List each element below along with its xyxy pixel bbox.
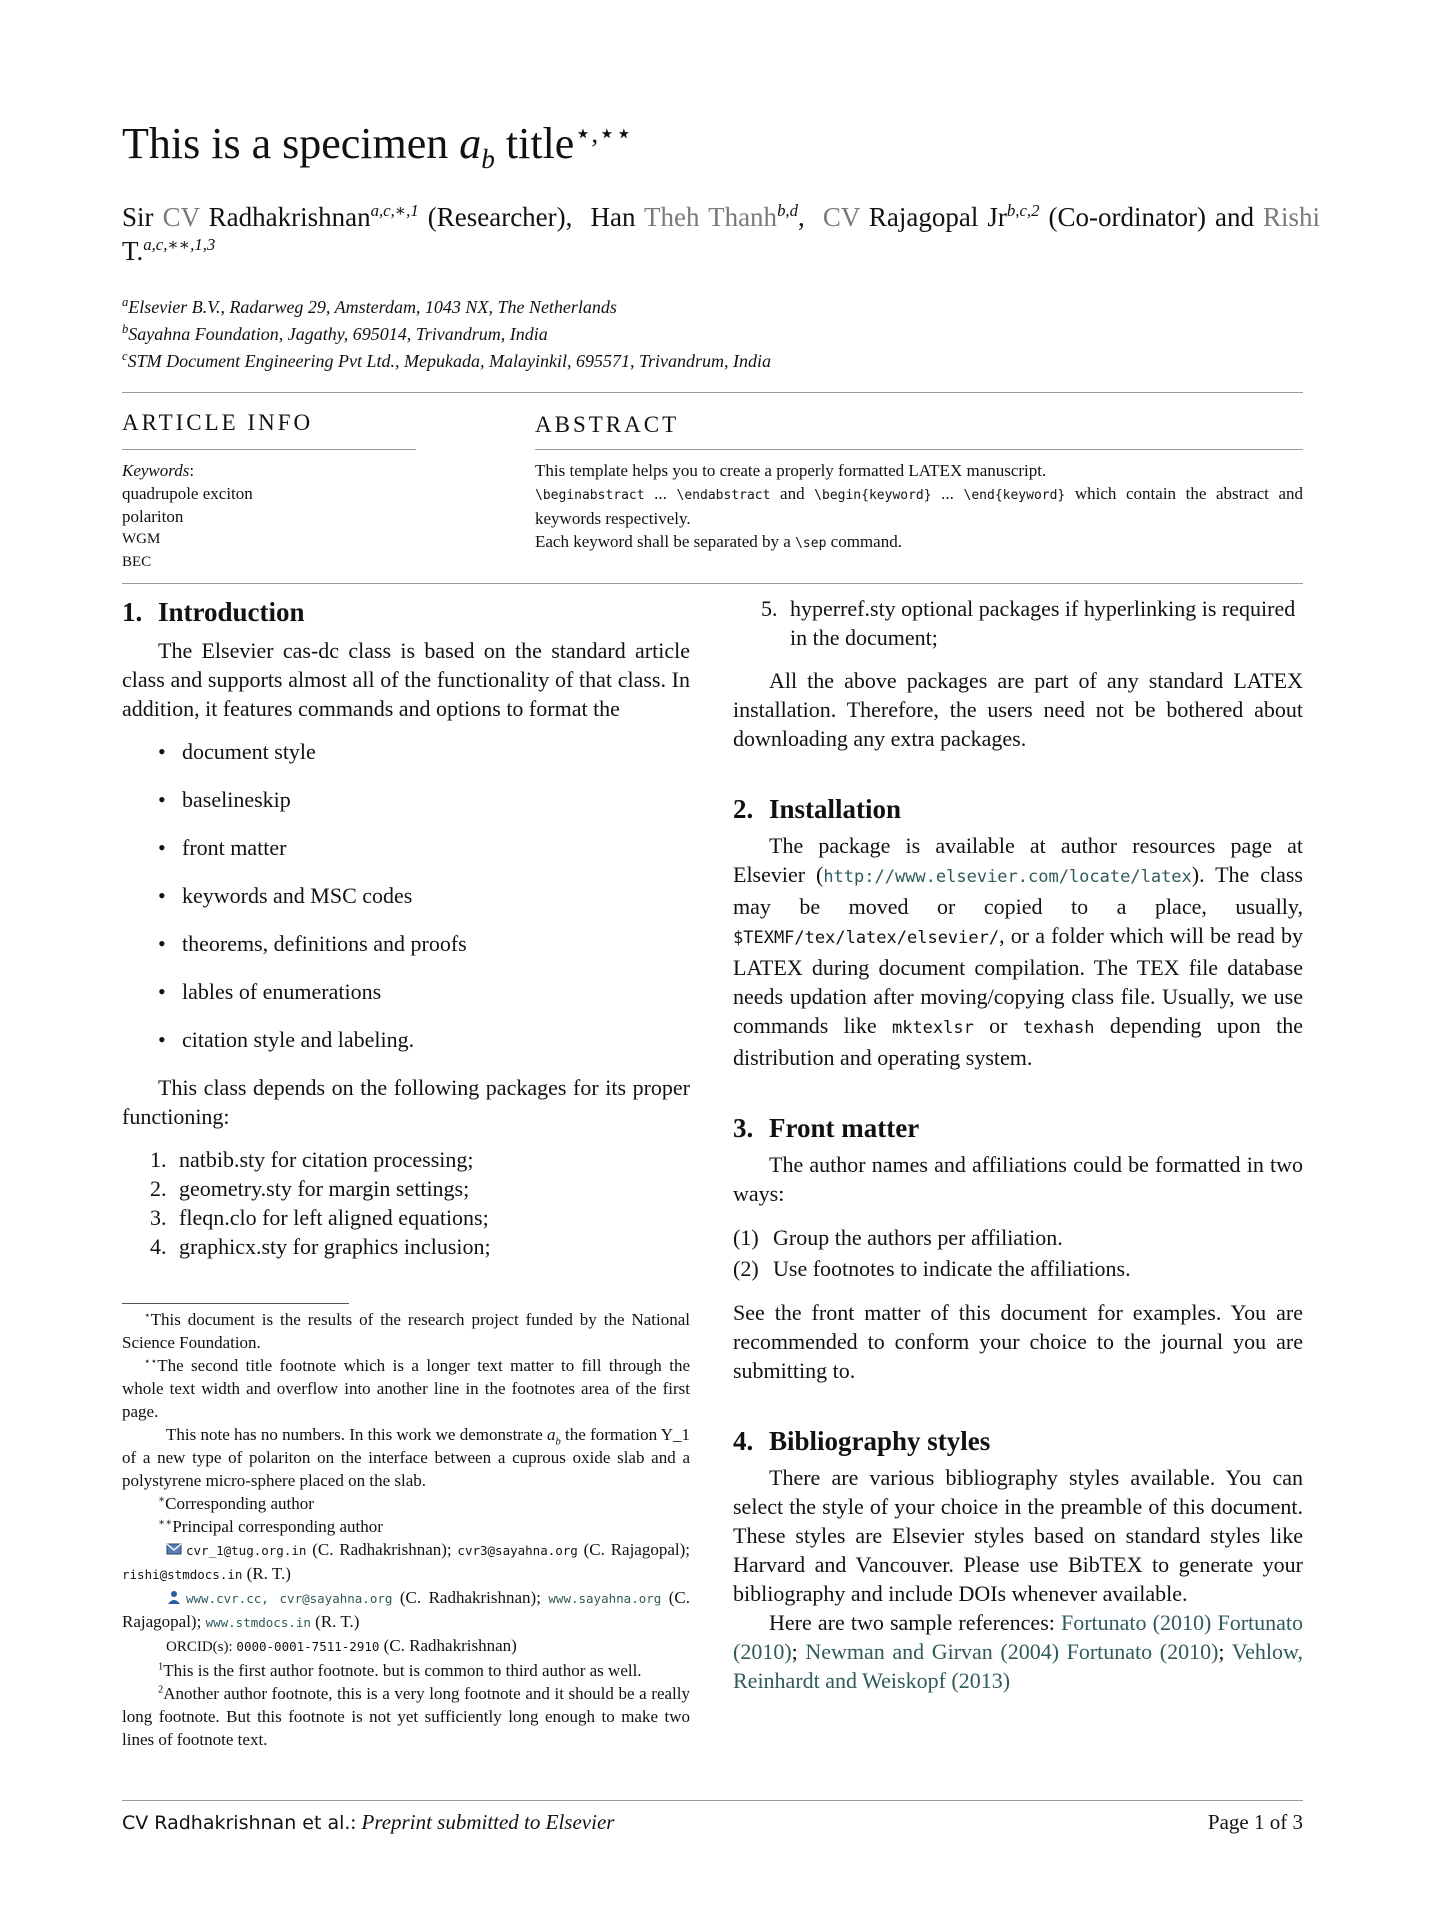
email-link[interactable]: cvr3@sayahna.org bbox=[457, 1543, 578, 1558]
citation-link[interactable]: Fortunato (2010) bbox=[1060, 1610, 1212, 1635]
list-item: 4. graphicx.sty for graphics inclusion; bbox=[150, 1234, 491, 1259]
affiliation: $^b$Sayahna Foundation, Jagathy, 695014, Trivandrum, India bbox=[122, 322, 548, 344]
affiliation: $^c$STM Document Engineering Pvt Ltd., Mepukada, Malayinkil, 695571, Trivandrum, India bbox=[122, 349, 772, 371]
person-icon bbox=[166, 1590, 182, 1604]
list-item: • keywords and MSC codes bbox=[158, 881, 690, 910]
left-column bbox=[122, 594, 690, 1261]
article-info-rule bbox=[122, 449, 416, 450]
footnote-corresponding: ∗Corresponding author bbox=[158, 1494, 314, 1513]
url-link[interactable]: http://www.elsevier.com/locate/latex bbox=[823, 867, 1192, 887]
footnote: ⋆⋆The second title footnote which is a longer text matter to fill through the whole text width and overflow into another line in the footnotes area of the first page. bbox=[122, 1356, 690, 1421]
article-info-heading: ARTICLE INFO bbox=[122, 410, 314, 435]
list-item: 3. fleqn.clo for left aligned equations; bbox=[150, 1205, 489, 1230]
list-item: • front matter bbox=[158, 833, 690, 862]
footer-author: CV Radhakrishnan et al. bbox=[122, 1812, 351, 1834]
keywords-label: Keywords bbox=[122, 461, 190, 480]
intro-paragraph: The Elsevier cas-dc class is based on the standard article class and supports almost all of the functionality of that class. In addition, it features commands and options to format the bbox=[122, 638, 690, 721]
front-matter-paragraph: The author names and affiliations could be formatted in two ways: bbox=[733, 1152, 1303, 1206]
email-link[interactable]: rishi@stmdocs.in bbox=[122, 1567, 243, 1582]
header-rule bbox=[122, 392, 1303, 393]
list-item: (2) Use footnotes to indicate the affiliations. bbox=[733, 1256, 1131, 1281]
package-list-continued bbox=[761, 594, 1303, 652]
envelope-icon bbox=[166, 1542, 182, 1556]
abstract-rule bbox=[535, 449, 1303, 450]
url-link[interactable]: www.cvr.cc, cvr@sayahna.org bbox=[186, 1591, 393, 1606]
author-given-name: Rishi bbox=[1263, 202, 1321, 232]
list-item: • citation style and labeling. bbox=[158, 1025, 690, 1054]
front-matter-list bbox=[733, 1222, 1303, 1284]
keyword: quadrupole exciton bbox=[122, 484, 253, 503]
abstract-line: \beginabstract ... \endabstract and \begin{keyword} ... \end{keyword} which contain the abstract and keywords respectively. bbox=[535, 484, 1303, 528]
url-link[interactable]: www.sayahna.org bbox=[548, 1591, 662, 1606]
intro-paragraph: This class depends on the following packages for its proper functioning: bbox=[122, 1075, 690, 1129]
footnote-emails: cvr_1@tug.org.in (C. Radhakrishnan); cvr3@sayahna.org (C. Rajagopal); rishi@stmdocs.in (R. T.) bbox=[122, 1540, 690, 1583]
keywords-block: Keywords: quadrupole exciton polariton WGM BEC bbox=[122, 459, 253, 574]
section-heading-installation: 2. Installation bbox=[733, 794, 902, 824]
right-column bbox=[733, 594, 1303, 1695]
bibliography-paragraph: Here are two sample references: Fortunato (2010) Fortunato (2010); Newman and Girvan (2004) Fortunato (2010); Vehlow, Reinhardt and Weiskopf (2013) bbox=[733, 1610, 1304, 1693]
email-link[interactable]: cvr_1@tug.org.in bbox=[186, 1543, 307, 1558]
keyword: polariton bbox=[122, 507, 184, 526]
bibliography-paragraph: There are various bibliography styles available. You can select the style of your choice in the preamble of this document. These styles are Elsevier styles based on standard styles like Harvard and Vancouver. Please use BibTEX to generate your bibliography and include DOIs whenever available. bbox=[733, 1465, 1303, 1606]
author-family-name: Theh Thanh bbox=[644, 202, 778, 232]
abstract-heading: ABSTRACT bbox=[535, 412, 680, 437]
author-family-name: Rajagopal Jr bbox=[859, 202, 1007, 232]
author-family-name: T. bbox=[122, 236, 144, 266]
footnote-orcid: ORCID(s): 0000-0001-7511-2910 (C. Radhakrishnan) bbox=[166, 1636, 517, 1655]
affiliation: $^a$Elsevier B.V., Radarweg 29, Amsterdam, 1043 NX, The Netherlands bbox=[122, 295, 617, 317]
citation-link[interactable]: Fortunato (2010) bbox=[733, 1610, 1304, 1664]
page-footer: CV Radhakrishnan et al.: Preprint submitted to Elsevier Page 1 of 3 bbox=[122, 1810, 1303, 1834]
footer-venue: Preprint submitted to Elsevier bbox=[356, 1810, 615, 1834]
package-list bbox=[150, 1145, 690, 1261]
affiliations bbox=[122, 294, 771, 375]
list-item: • baselineskip bbox=[158, 785, 690, 814]
feature-list bbox=[158, 737, 690, 1054]
abstract-line: This template helps you to create a properly formatted LATEX manuscript. bbox=[535, 461, 1047, 480]
section-heading-introduction: 1. Introduction bbox=[122, 597, 305, 627]
author-list: Sir CV Radhakrishnan$^{a,c,∗,1}$ (Researcher), Han Theh Thanh$^{b,d}$, CV Rajagopal Jr$^{b,c,2}$ (Co-ordinator) and Rishi T.$^{a,c,∗∗,1,3}$ bbox=[122, 201, 1321, 266]
intro-paragraph: All the above packages are part of any standard LATEX installation. Therefore, the users need not be bothered about downloading any extra packages. bbox=[733, 668, 1303, 751]
author-family-name: Radhakrishnan bbox=[199, 202, 371, 232]
footnote-rule bbox=[122, 1303, 349, 1304]
section-heading-front-matter: 3. Front matter bbox=[733, 1113, 920, 1143]
footnote-principal: ∗∗Principal corresponding author bbox=[158, 1517, 383, 1536]
list-item: • document style bbox=[158, 737, 690, 766]
abstract-text bbox=[535, 459, 1303, 555]
paper-title: This is a specimen $a_b$ title⋆,⋆⋆ bbox=[122, 118, 633, 174]
footnote: This note has no numbers. In this work we demonstrate $a_b$ the formation Y_1 of a new type of polariton on the interface between a cuprous oxide slab and a polystyrene micro-sphere placed on the slab. bbox=[122, 1425, 691, 1490]
abstract-line: Each keyword shall be separated by a \sep command. bbox=[535, 532, 902, 551]
author-given-name: CV bbox=[822, 202, 860, 232]
footnote: $^1$This is the first author footnote. but is common to third author as well. bbox=[158, 1661, 642, 1680]
list-item: 5. hyperref.sty optional packages if hyperlinking is required in the document; bbox=[761, 596, 1296, 650]
title-footnote-marks: ⋆,⋆⋆ bbox=[574, 118, 633, 149]
footnote: $^2$Another author footnote, this is a very long footnote and it should be a really long footnote. But this footnote is not yet sufficiently long enough to make two lines of footnote text. bbox=[122, 1684, 690, 1749]
front-matter-paragraph: See the front matter of this document for examples. You are recommended to conform your choice to the journal you are submitting to. bbox=[733, 1300, 1303, 1383]
list-item: • lables of enumerations bbox=[158, 977, 690, 1006]
url-link[interactable]: www.stmdocs.in bbox=[205, 1615, 311, 1630]
list-item: (1) Group the authors per affiliation. bbox=[733, 1225, 1063, 1250]
list-item: 2. geometry.sty for margin settings; bbox=[150, 1176, 470, 1201]
citation-link[interactable]: Newman and Girvan (2004) bbox=[805, 1639, 1060, 1664]
author-given-name: CV bbox=[162, 202, 200, 232]
title-math: a bbox=[459, 119, 482, 168]
citation-link[interactable]: Vehlow, Reinhardt and Weiskopf (2013) bbox=[733, 1639, 1303, 1693]
footnote-urls: www.cvr.cc, cvr@sayahna.org (C. Radhakrishnan); www.sayahna.org (C. Rajagopal); www.stmdocs.in (R. T.) bbox=[122, 1588, 691, 1631]
citation-link[interactable]: Fortunato (2010) bbox=[1066, 1639, 1219, 1664]
footnotes bbox=[122, 1308, 690, 1751]
page-number: Page 1 of 3 bbox=[1207, 1810, 1303, 1834]
list-item: • theorems, definitions and proofs bbox=[158, 929, 690, 958]
installation-paragraph: The package is available at author resources page at Elsevier (http://www.elsevier.com/locate/latex). The class may be moved or copied to a place, usually, $TEXMF/tex/latex/elsevier/, or a folder which will be read by LATEX during document compilation. The TEX file database needs updation after moving/copying class file. Usually, we use commands like mktexlsr or texhash depending upon the distribution and operating system. bbox=[733, 833, 1303, 1070]
section-heading-bibliography: 4. Bibliography styles bbox=[733, 1426, 991, 1456]
footnote: ⋆This document is the results of the research project funded by the National Science Foundation. bbox=[122, 1310, 690, 1352]
keyword: WGM bbox=[122, 531, 161, 547]
abstract-bottom-rule bbox=[122, 583, 1303, 584]
footer-rule bbox=[122, 1800, 1303, 1801]
keyword: BEC bbox=[122, 554, 152, 570]
title-math-subscript: b bbox=[481, 143, 495, 174]
list-item: 1. natbib.sty for citation processing; bbox=[150, 1147, 474, 1172]
